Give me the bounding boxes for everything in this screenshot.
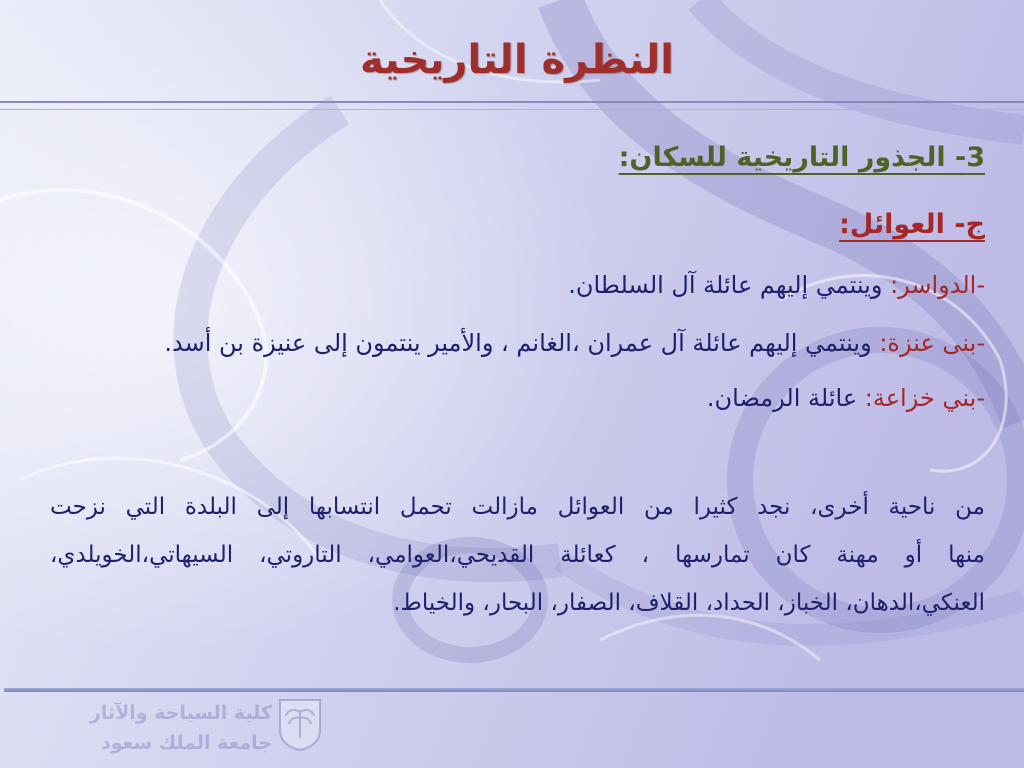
family-item bbox=[40, 380, 985, 416]
family-item-text: وينتمي إليهم عائلة آل السلطان. bbox=[568, 271, 891, 299]
section-heading: 3- الجذور التاريخية للسكان: bbox=[618, 142, 985, 173]
college-emblem-icon bbox=[276, 696, 324, 752]
subsection-heading: ج- العوائل: bbox=[839, 209, 985, 240]
family-item bbox=[40, 325, 985, 361]
paragraph-line: العنكي،الدهان، الخباز، الحداد، القلاف، الصفار، البحار، والخياط. bbox=[393, 590, 985, 616]
family-item-label: -بنى عنزة: bbox=[879, 329, 985, 357]
family-item bbox=[40, 267, 985, 303]
slide-title: النظرة التاريخية bbox=[360, 37, 674, 83]
paragraph-line: من ناحية أخرى، نجد كثيرا من العوائل مازالت تحمل انتسابها إلى البلدة التي نزحت bbox=[50, 494, 985, 520]
family-item-label: -بني خزاعة: bbox=[864, 384, 985, 412]
watermark-university-name: جامعة الملك سعود bbox=[101, 732, 272, 754]
watermark-college-name: كلية السياحة والآثار bbox=[89, 702, 272, 724]
title-divider-secondary bbox=[0, 109, 1024, 110]
paragraph-line: منها أو مهنة كان تمارسها ، كعائلة القديحي،العوامي، التاروتي، السيهاتي،الخويلدي، bbox=[50, 542, 985, 568]
footer-divider bbox=[4, 688, 1024, 692]
family-item-text: وينتمي إليهم عائلة آل عمران ،الغانم ، والأمير ينتمون إلى عنيزة بن أسد. bbox=[164, 329, 880, 357]
family-item-text: عائلة الرمضان. bbox=[706, 384, 865, 412]
title-divider bbox=[0, 101, 1024, 103]
family-item-label: -الدواسر: bbox=[890, 271, 985, 299]
college-watermark-text bbox=[70, 698, 272, 758]
